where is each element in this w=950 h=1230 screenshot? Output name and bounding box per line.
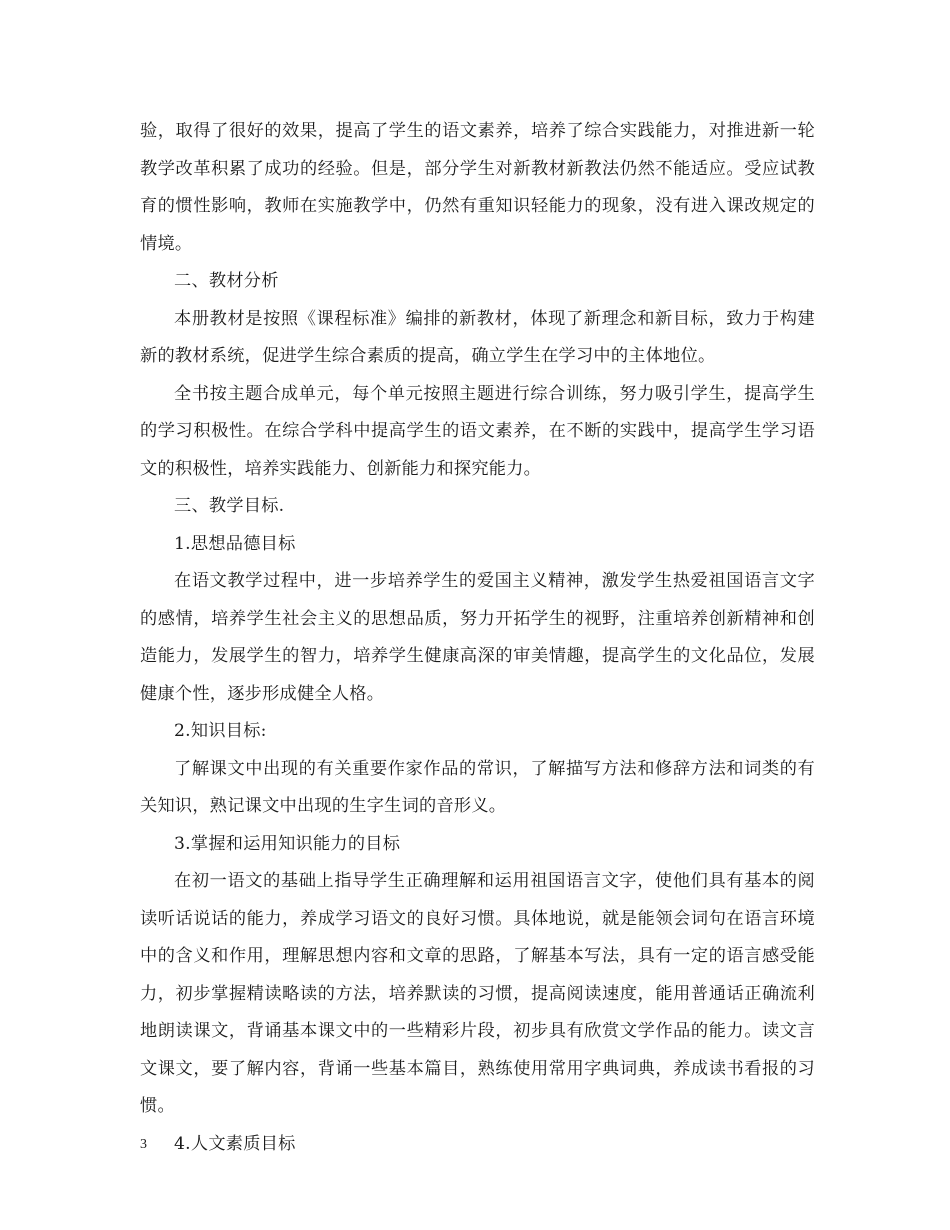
subheading-moral-goal: 1.思想品德目标 — [174, 533, 296, 554]
paragraph-knowledge-goal: 了解课文中出现的有关重要作家作品的常识，了解描写方法和修辞方法和词类的有关知识，熟记课文中出现的生字生词的音形义。 — [140, 758, 815, 816]
paragraph-ability-goal: 在初一语文的基础上指导学生正确理解和运用祖国语言文字，使他们具有基本的阅读听话说话的能力，养成学习语文的良好习惯。具体地说，就是能领会词句在语言环境中的含义和作用，理解思想内容和文章的思路，了解基本写法，具有一定的语言感受能力，初步掌握精读略读的方法，培养默读的习惯，提高阅读速度，能用普通话正确流利地朗读课文，背诵基本课文中的一些精彩片段，初步具有欣赏文学作品的能力。读文言文课文，要了解内容，背诵一些基本篇目，熟练使用常用字典词典，养成读书看报的习惯。 — [140, 871, 815, 1116]
paragraph-continuation: 验，取得了很好的效果，提高了学生的语文素养，培养了综合实践能力，对推进新一轮教学改革积累了成功的经验。但是，部分学生对新教材新教法仍然不能适应。受应试教育的惯性影响，教师在实施教学中，仍然有重知识轻能力的现象，没有进入课改规定的情境。 — [140, 121, 815, 254]
subheading-ability-goal: 3.掌握和运用知识能力的目标 — [174, 833, 401, 854]
subheading-knowledge-goal: 2.知识目标: — [174, 721, 267, 741]
page-body — [140, 113, 815, 1163]
paragraph-textbook-basis: 本册教材是按照《课程标准》编排的新教材，体现了新理念和新目标，致力于构建新的教材系统，促进学生综合素质的提高，确立学生在学习中的主体地位。 — [140, 308, 815, 366]
section-heading-teaching-goals: 三、教学目标. — [174, 496, 285, 516]
section-heading-textbook-analysis: 二、教材分析 — [174, 271, 279, 291]
subheading-humanities-goal: 4.人文素质目标 — [174, 1133, 296, 1154]
paragraph-moral-goal: 在语文教学过程中，进一步培养学生的爱国主义精神，激发学生热爱祖国语言文字的感情，培养学生社会主义的思想品质，努力开拓学生的视野，注重培养创新精神和创造能力，发展学生的智力，培养学生健康高深的审美情趣，提高学生的文化品位，发展健康个性，逐步形成健全人格。 — [140, 571, 815, 704]
page-number: 3 — [140, 1137, 147, 1152]
paragraph-textbook-units: 全书按主题合成单元，每个单元按照主题进行综合训练，努力吸引学生，提高学生的学习积极性。在综合学科中提高学生的语文素养，在不断的实践中，提高学生学习语文的积极性，培养实践能力、创新能力和探究能力。 — [140, 383, 815, 479]
